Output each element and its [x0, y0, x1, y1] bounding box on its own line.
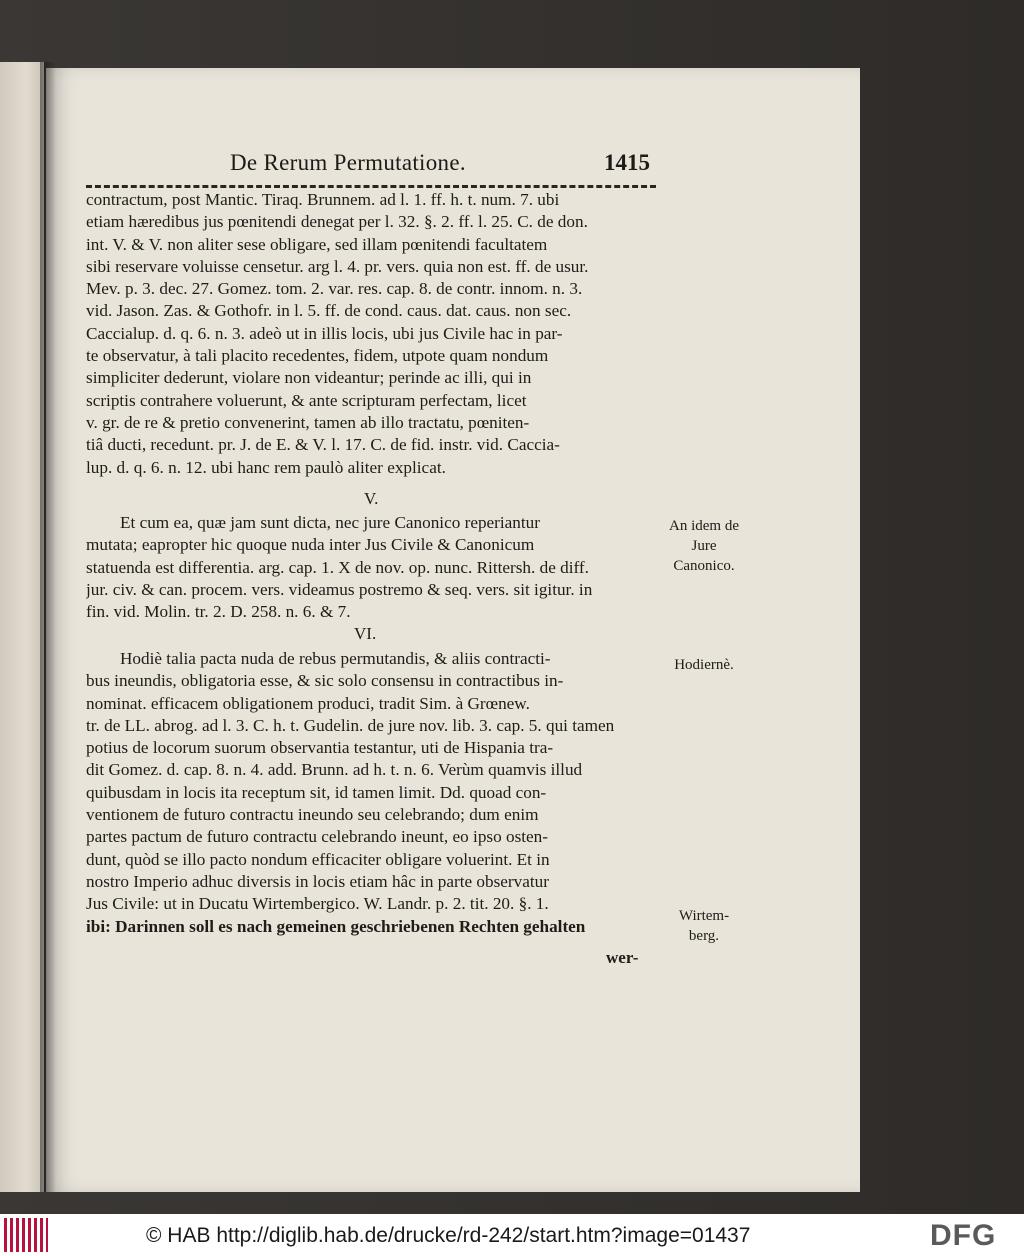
text-line: ventionem de futuro contractu ineundo seu celebrando; dum enim: [86, 805, 539, 825]
text-line: dit Gomez. d. cap. 8. n. 4. add. Brunn. ad h. t. n. 6. Verùm quamvis illud: [86, 760, 583, 780]
paragraph-v: [86, 512, 661, 623]
catchword: wer-: [606, 948, 639, 967]
margin-note-wirtemberg: Wirtem- berg.: [678, 908, 730, 944]
text-line: contractum, post Mantic. Tiraq. Brunnem. ad l. 1. ff. h. t. num. 7. ubi: [86, 190, 560, 209]
text-line: lup. d. q. 6. n. 12. ubi hanc rem paulò aliter explicat.: [86, 457, 446, 477]
text-line: int. V. & V. non aliter sese obligare, sed illam pœnitendi facultatem: [86, 234, 548, 254]
text-line: simpliciter dederunt, violare non videantur; perinde ac illi, qui in: [86, 368, 532, 388]
running-head: De Rerum Permutatione.: [230, 150, 466, 175]
text-line: fin. vid. Molin. tr. 2. D. 258. n. 6. & 7.: [86, 602, 351, 622]
text-line: Et cum ea, quæ jam sunt dicta, nec jure Canonico reperiantur: [120, 513, 540, 532]
text-line: Jus Civile: ut in Ducatu Wirtembergico. W. Landr. p. 2. tit. 20. §. 1.: [86, 894, 549, 914]
text-line: potius de locorum suorum observantia testantur, uti de Hispania tra-: [86, 738, 554, 758]
dfg-logo: DFG: [930, 1219, 997, 1252]
text-line: ibi: Darinnen soll es nach gemeinen geschriebenen Rechten gehalten: [86, 916, 586, 936]
section-number-v: V.: [364, 489, 379, 508]
text-line: partes pactum de futuro contractu celebrando ineunt, eo ipso osten-: [86, 827, 548, 847]
text-line: bus ineundis, obligatoria esse, & sic solo consensu in contractibus in-: [86, 671, 564, 691]
text-line: scriptis contrahere voluerunt, & ante scripturam perfectam, licet: [86, 390, 527, 410]
page-number: 1415: [604, 150, 650, 175]
text-line: vid. Jason. Zas. & Gothofr. in l. 5. ff. de cond. caus. dat. caus. non sec.: [86, 301, 572, 321]
text-line: Hodiè talia pacta nuda de rebus permutandis, & aliis contracti-: [120, 649, 551, 668]
copyright-url[interactable]: © HAB http://diglib.hab.de/drucke/rd-242/start.htm?image=01437: [146, 1224, 751, 1247]
text-line: dunt, quòd se illo pacto nondum efficaciter obligare voluerint. Et in: [86, 849, 550, 869]
text-line: statuenda est differentia. arg. cap. 1. X de nov. op. nunc. Rittersh. de diff.: [86, 557, 589, 577]
previous-page-edge: [0, 62, 44, 1192]
text-line: mutata; eapropter hic quoque nuda inter Jus Civile & Canonicum: [86, 535, 535, 555]
text-line: Caccialup. d. q. 6. n. 3. adeò ut in illis locis, ubi jus Civile hac in par-: [86, 323, 563, 343]
text-line: nostro Imperio adhuc diversis in locis etiam hâc in parte observatur: [86, 871, 549, 891]
text-line: nominat. efficacem obligationem produci, tradit Sim. à Grœnew.: [86, 693, 530, 713]
text-line: sibi reservare voluisse censetur. arg l. 4. pr. vers. quia non est. ff. de usur.: [86, 256, 589, 276]
text-line: te observatur, à tali placito recedentes, fidem, utpote quam nondum: [86, 346, 549, 366]
text-line: Mev. p. 3. dec. 27. Gomez. tom. 2. var. res. cap. 8. de contr. innom. n. 3.: [86, 279, 583, 299]
margin-note-hodierne: Hodiernè.: [674, 657, 734, 673]
text-line: jur. civ. & can. procem. vers. videamus postremo & seq. vers. sit igitur. in: [86, 579, 593, 599]
text-line: tr. de LL. abrog. ad l. 3. C. h. t. Gudelin. de jure nov. lib. 3. cap. 5. qui tamen: [86, 715, 615, 735]
header-rule: [86, 185, 656, 188]
paragraph-vi: [86, 648, 661, 938]
spine-shadow: [40, 62, 56, 1192]
text-line: v. gr. de re & pretio convenerint, tamen ab illo tractatu, pœniten-: [86, 412, 530, 432]
text-line: tiâ ducti, recedunt. pr. J. de E. & V. l. 17. C. de fid. instr. vid. Caccia-: [86, 435, 560, 455]
margin-note-canonico: An idem de Jure Canonico.: [669, 518, 739, 574]
barcode-icon: [4, 1218, 48, 1252]
paragraph-continuation: [86, 189, 661, 479]
text-line: etiam hæredibus jus pœnitendi denegat per l. 32. §. 2. ff. l. 25. C. de don.: [86, 212, 588, 232]
text-line: quibusdam in locis ita receptum sit, id tamen limit. Dd. quoad con-: [86, 782, 547, 802]
section-number-vi: VI.: [354, 624, 377, 643]
